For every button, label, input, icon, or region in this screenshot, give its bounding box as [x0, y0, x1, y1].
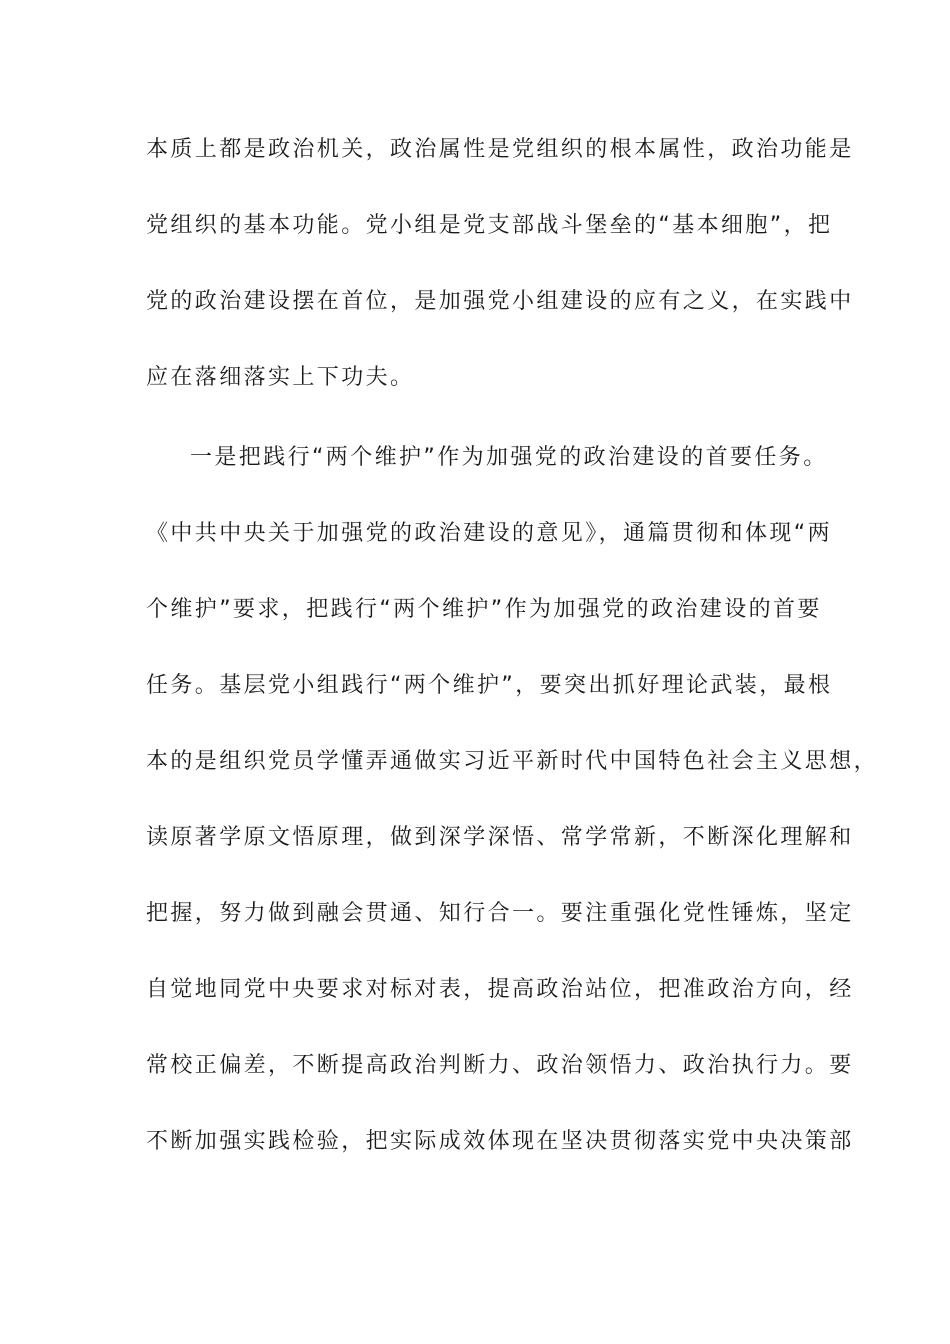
text-line: 常校正偏差，不断提高政治判断力、政治领悟力、政治执行力。要 — [146, 1053, 854, 1078]
text-line: 任务。基层党小组践行“两个维护”，要突出抓好理论武装，最根 — [146, 673, 833, 698]
paragraph-heading-line: 一是把践行“两个维护”作为加强党的政治建设的首要任务。 — [190, 445, 828, 470]
text-line: 党组织的基本功能。党小组是党支部战斗堡垒的“基本细胞”，把 — [146, 213, 833, 238]
text-line: 自觉地同党中央要求对标对表，提高政治站位，把准政治方向，经 — [146, 977, 854, 1002]
text-line: 本质上都是政治机关，政治属性是党组织的根本属性，政治功能是 — [146, 137, 854, 162]
text-line: 《中共中央关于加强党的政治建设的意见》，通篇贯彻和体现“两 — [146, 521, 832, 546]
text-line: 党的政治建设摆在首位，是加强党小组建设的应有之义，在实践中 — [146, 289, 854, 314]
text-line: 个维护”要求，把践行“两个维护”作为加强党的政治建设的首要 — [146, 597, 822, 622]
text-line: 读原著学原文悟原理，做到深学深悟、常学常新，不断深化理解和 — [146, 825, 854, 850]
text-line: 本的是组织党员学懂弄通做实习近平新时代中国特色社会主义思想， — [146, 749, 879, 774]
text-line: 把握，努力做到融会贯通、知行合一。要注重强化党性锤炼，坚定 — [146, 901, 854, 926]
text-line: 不断加强实践检验，把实际成效体现在坚决贯彻落实党中央决策部 — [146, 1129, 854, 1154]
text-line: 应在落细落实上下功夫。 — [146, 365, 415, 390]
